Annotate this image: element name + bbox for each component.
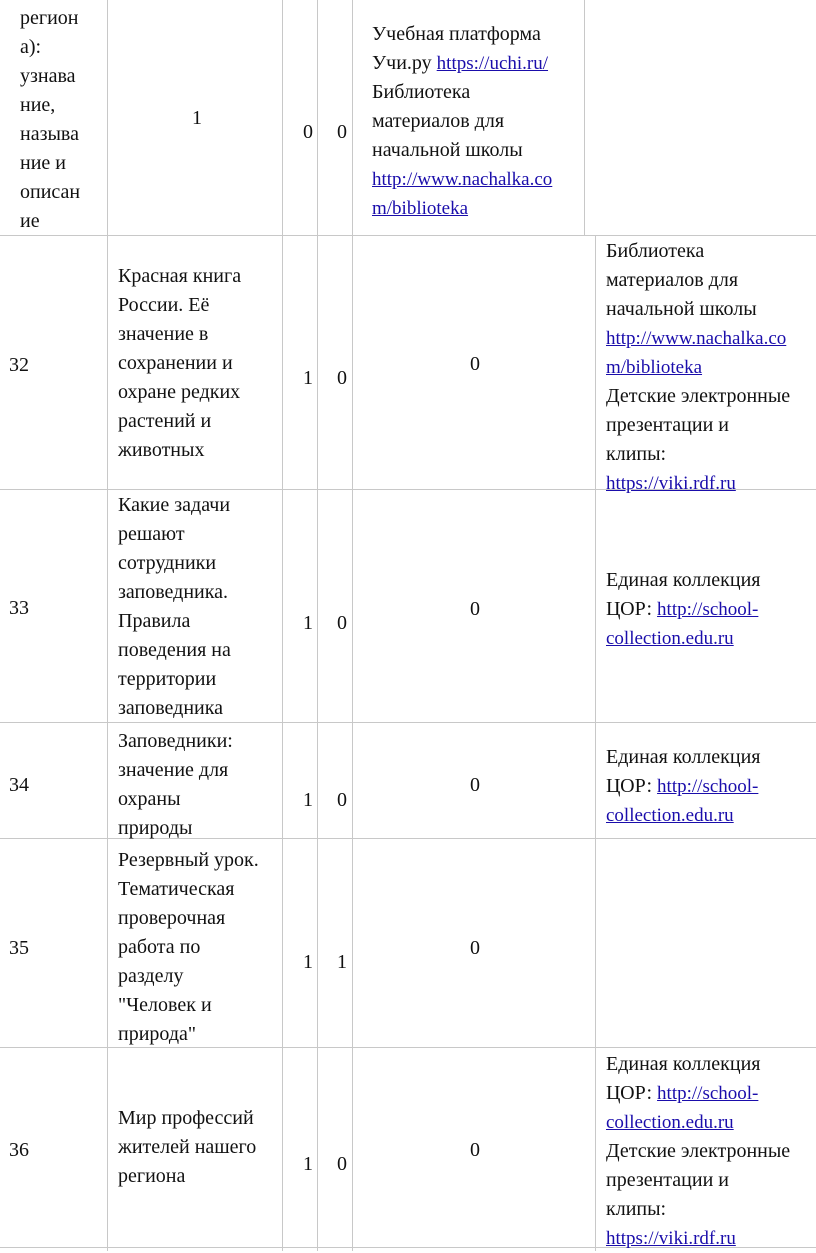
resource-text: ЦОР: [606,1082,658,1104]
resource-link[interactable]: collection.edu.ru [606,1112,734,1133]
resource-line [606,440,814,469]
topic-line: заповедника. [118,581,229,603]
topic-line: охране редких [118,381,241,403]
resource-line [372,165,577,194]
resource-line [372,194,577,223]
resource-text: Единая коллекция [606,1053,761,1075]
resource-link[interactable]: https://uchi.ru/ [436,53,549,74]
resource-text: ЦОР: [606,775,658,797]
resource-link[interactable]: http://school- [657,1083,759,1104]
grid-line [0,235,816,236]
topic-line: значение для [118,759,229,781]
digital-resources [606,743,814,830]
resource-link[interactable]: collection.edu.ru [606,805,734,826]
resource-line [606,1224,814,1253]
topic-line: природа" [118,1023,197,1045]
hours-count: 1 [192,107,202,129]
resource-link[interactable]: http://www.nachalka.co [372,169,553,190]
topic-line: разделу [118,965,184,987]
topic-line: Какие задачи [118,494,231,516]
resource-text: Учебная платформа [372,23,541,45]
topic-line: узнава [20,65,76,87]
row-number: 34 [9,774,29,796]
topic-line: решают [118,523,185,545]
topic-line: называ [20,123,79,145]
topic-line: Красная книга [118,265,242,287]
topic-line: описан [20,181,81,203]
resource-text: презентации и [606,414,729,436]
resource-link[interactable]: https://viki.rdf.ru [606,1228,736,1249]
resource-text: материалов для [606,269,739,291]
resource-line [606,266,814,295]
resource-link[interactable]: http://www.nachalka.co [606,328,787,349]
hours-count: 1 [303,951,313,973]
topic-line: региона [118,1165,186,1187]
control-count: 0 [337,1153,347,1175]
topic-line: Мир профессий [118,1107,254,1129]
control-count: 0 [337,612,347,634]
resource-line [606,353,814,382]
resource-link[interactable]: http://school- [657,599,759,620]
resource-line [606,295,814,324]
topic-line: значение в [118,323,209,345]
topic-line: сохранении и [118,352,233,374]
control-count: 0 [337,789,347,811]
topic-line: России. Её [118,294,210,316]
row-number: 33 [9,597,29,619]
row-number: 35 [9,937,29,959]
resource-text: Единая коллекция [606,746,761,768]
practice-count: 0 [470,774,480,796]
topic-line: Тематическая [118,878,235,900]
topic-line: сотрудники [118,552,217,574]
grid-line [595,235,596,1251]
resource-line [606,801,814,830]
resource-text: материалов для [372,110,505,132]
resource-line [372,136,577,165]
lesson-topic [118,262,278,465]
practice-count: 0 [470,353,480,375]
topic-line: "Человек и [118,994,212,1016]
digital-resources [606,1050,814,1253]
topic-line: а): [20,36,42,58]
resource-line [606,1050,814,1079]
topic-line: заповедника [118,697,224,719]
topic-line: ние и [20,152,66,174]
topic-line: ие [20,210,40,232]
topic-line: жителей нашего [118,1136,257,1158]
control-count: 0 [303,121,313,143]
resource-line [372,107,577,136]
topic-line: природы [118,817,193,839]
topic-line: проверочная [118,907,226,929]
topic-line: Резервный урок. [118,849,259,871]
lesson-topic [118,846,278,1049]
lesson-topic [118,491,278,723]
resource-line [606,1079,814,1108]
topic-line: Правила [118,610,191,632]
practice-count: 0 [337,121,347,143]
digital-resources [606,237,814,498]
resource-text: Детские электронные [606,1140,791,1162]
topic-line: поведения на [118,639,231,661]
resource-text: Единая коллекция [606,569,761,591]
practice-count: 0 [470,598,480,620]
resource-line [606,1137,814,1166]
resource-text: начальной школы [372,139,523,161]
grid-line [584,0,585,235]
resource-line [372,49,577,78]
control-count: 1 [337,951,347,973]
resource-text: клипы: [606,443,667,465]
resource-text: Детские электронные [606,385,791,407]
row-number: 32 [9,354,29,376]
resource-line [606,411,814,440]
practice-count: 0 [470,1139,480,1161]
resource-line [606,1108,814,1137]
digital-resources [372,20,577,223]
resource-line [606,324,814,353]
resource-link[interactable]: m/biblioteka [372,198,469,219]
resource-text: Библиотека [606,240,705,262]
resource-line [606,382,814,411]
resource-line [606,1195,814,1224]
resource-text: начальной школы [606,298,757,320]
resource-line [606,595,814,624]
resource-link[interactable]: m/biblioteka [606,357,703,378]
topic-line: ние, [20,94,56,116]
resource-line [606,772,814,801]
topic-line: растений и [118,410,212,432]
resource-line [606,469,814,498]
resource-line [372,20,577,49]
topic-line: территории [118,668,217,690]
topic-line: охраны [118,788,181,810]
resource-text: Учи.ру [372,52,437,74]
grid-line [317,0,318,1251]
resource-link[interactable]: http://school- [657,776,759,797]
digital-resources [606,566,814,653]
resource-text: Библиотека [372,81,471,103]
hours-count: 1 [303,612,313,634]
topic-line: работа по [118,936,201,958]
resource-line [606,1166,814,1195]
grid-line [352,0,353,1251]
resource-link[interactable]: collection.edu.ru [606,628,734,649]
topic-line: регион [20,7,79,29]
resource-line [606,237,814,266]
hours-count: 1 [303,789,313,811]
resource-line [606,624,814,653]
resource-line [372,78,577,107]
hours-count: 1 [303,367,313,389]
resource-text: презентации и [606,1169,729,1191]
practice-count: 0 [470,937,480,959]
grid-line [107,0,108,1251]
hours-count: 1 [303,1153,313,1175]
resource-line [606,566,814,595]
resource-text: ЦОР: [606,598,658,620]
resource-text: клипы: [606,1198,667,1220]
lesson-topic [118,1104,278,1191]
control-count: 0 [337,367,347,389]
grid-line [282,0,283,1251]
topic-line: животных [118,439,205,461]
resource-line [606,743,814,772]
resource-link[interactable]: https://viki.rdf.ru [606,473,736,494]
row-number: 36 [9,1139,29,1161]
topic-line: Заповедники: [118,730,233,752]
lesson-topic [118,727,278,843]
lesson-topic [20,4,102,236]
